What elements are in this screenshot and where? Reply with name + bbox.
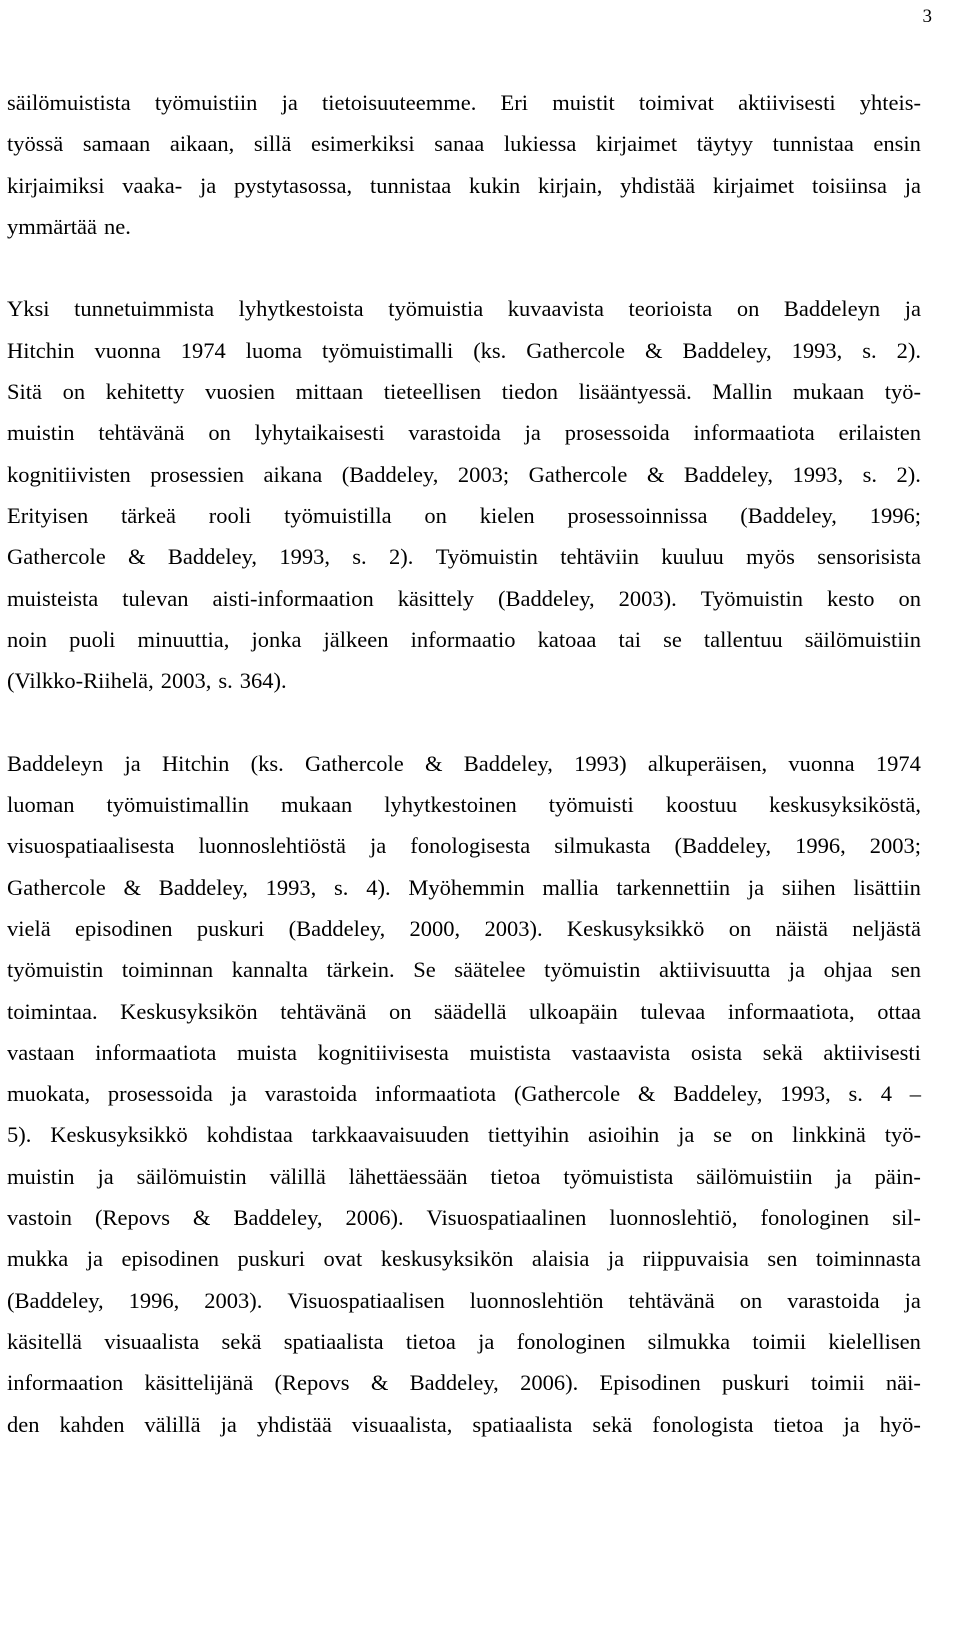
text-line: muokata, prosessoida ja varastoida informaatiota (Gathercole & Baddeley, 1993, s. 4 – bbox=[7, 1081, 921, 1107]
text-line: Hitchin vuonna 1974 luoma työmuistimalli (ks. Gathercole & Baddeley, 1993, s. 2). bbox=[7, 337, 921, 363]
text-line: vielä episodinen puskuri (Baddeley, 2000, 2003). Keskusyksikkö on näistä neljästä bbox=[7, 915, 921, 941]
text-line: ymmärtää ne. bbox=[7, 213, 131, 239]
paragraph-1 bbox=[7, 82, 921, 247]
text-line: Erityisen tärkeä rooli työmuistilla on kielen prosessoinnissa (Baddeley, 1996; bbox=[7, 502, 921, 528]
paragraph-gap bbox=[7, 701, 921, 742]
text-line: (Vilkko-Riihelä, 2003, s. 364). bbox=[7, 668, 287, 694]
text-line: työmuistin toiminnan kannalta tärkein. Se säätelee työmuistin aktiivisuutta ja ohjaa sen bbox=[7, 957, 921, 983]
text-line: Gathercole & Baddeley, 1993, s. 4). Myöhemmin mallia tarkennettiin ja siihen lisättiin bbox=[7, 874, 921, 900]
text-line: Baddeleyn ja Hitchin (ks. Gathercole & Baddeley, 1993) alkuperäisen, vuonna 1974 bbox=[7, 750, 921, 776]
paragraph-3 bbox=[7, 743, 921, 1445]
text-line: Yksi tunnetuimmista lyhytkestoista työmuistia kuvaavista teorioista on Baddeleyn ja bbox=[7, 296, 921, 322]
paragraph-gap bbox=[7, 247, 921, 288]
text-line: vastoin (Repovs & Baddeley, 2006). Visuospatiaalinen luonnoslehtiö, fonologinen sil- bbox=[7, 1205, 921, 1231]
text-line: säilömuistista työmuistiin ja tietoisuuteemme. Eri muistit toimivat aktiivisesti yhteis- bbox=[7, 90, 921, 115]
text-line: muistin tehtävänä on lyhytaikaisesti varastoida ja prosessoida informaatiota erilaisten bbox=[7, 420, 921, 446]
text-line: Sitä on kehitetty vuosien mittaan tieteellisen tiedon lisääntyessä. Mallin mukaan työ- bbox=[7, 379, 921, 405]
text-line: kognitiivisten prosessien aikana (Baddeley, 2003; Gathercole & Baddeley, 1993, s. 2). bbox=[7, 461, 921, 487]
text-line: 5). Keskusyksikkö kohdistaa tarkkaavaisuuden tiettyihin asioihin ja se on linkkinä työ- bbox=[7, 1122, 921, 1148]
text-line: kirjaimiksi vaaka- ja pystytasossa, tunnistaa kukin kirjain, yhdistää kirjaimet toisiinsa ja bbox=[7, 172, 921, 198]
page-number: 3 bbox=[922, 6, 932, 27]
text-line: visuospatiaalisesta luonnoslehtiöstä ja fonologisesta silmukasta (Baddeley, 1996, 2003; bbox=[7, 833, 921, 859]
text-line: luoman työmuistimallin mukaan lyhytkestoinen työmuisti koostuu keskusyksiköstä, bbox=[7, 792, 921, 818]
text-line: den kahden välillä ja yhdistää visuaalista, spatiaalista sekä fonologista tietoa ja hyö- bbox=[7, 1411, 921, 1437]
text-line: mukka ja episodinen puskuri ovat keskusyksikön alaisia ja riippuvaisia sen toiminnasta bbox=[7, 1246, 921, 1272]
text-line: muisteista tulevan aisti-informaation käsittely (Baddeley, 2003). Työmuistin kesto on bbox=[7, 585, 921, 611]
text-line: informaation käsittelijänä (Repovs & Baddeley, 2006). Episodinen puskuri toimii näi- bbox=[7, 1370, 921, 1396]
text-line: vastaan informaatiota muista kognitiivisesta muistista vastaavista osista sekä aktiivisesti bbox=[7, 1039, 921, 1065]
text-line: käsitellä visuaalista sekä spatiaalista tietoa ja fonologinen silmukka toimii kielellisen bbox=[7, 1328, 921, 1354]
text-line: työssä samaan aikaan, sillä esimerkiksi sanaa lukiessa kirjaimet täytyy tunnistaa ensin bbox=[7, 131, 921, 157]
document-body bbox=[7, 82, 921, 1445]
text-line: noin puoli minuuttia, jonka jälkeen informaatio katoaa tai se tallentuu säilömuistiin bbox=[7, 626, 921, 652]
text-line: toimintaa. Keskusyksikön tehtävänä on säädellä ulkoapäin tulevaa informaatiota, ottaa bbox=[7, 998, 921, 1024]
paragraph-2 bbox=[7, 288, 921, 701]
text-line: Gathercole & Baddeley, 1993, s. 2). Työmuistin tehtäviin kuuluu myös sensorisista bbox=[7, 544, 921, 570]
text-line: (Baddeley, 1996, 2003). Visuospatiaalisen luonnoslehtiön tehtävänä on varastoida ja bbox=[7, 1287, 921, 1313]
text-line: muistin ja säilömuistin välillä lähettäessään tietoa työmuistista säilömuistiin ja päin- bbox=[7, 1163, 921, 1189]
